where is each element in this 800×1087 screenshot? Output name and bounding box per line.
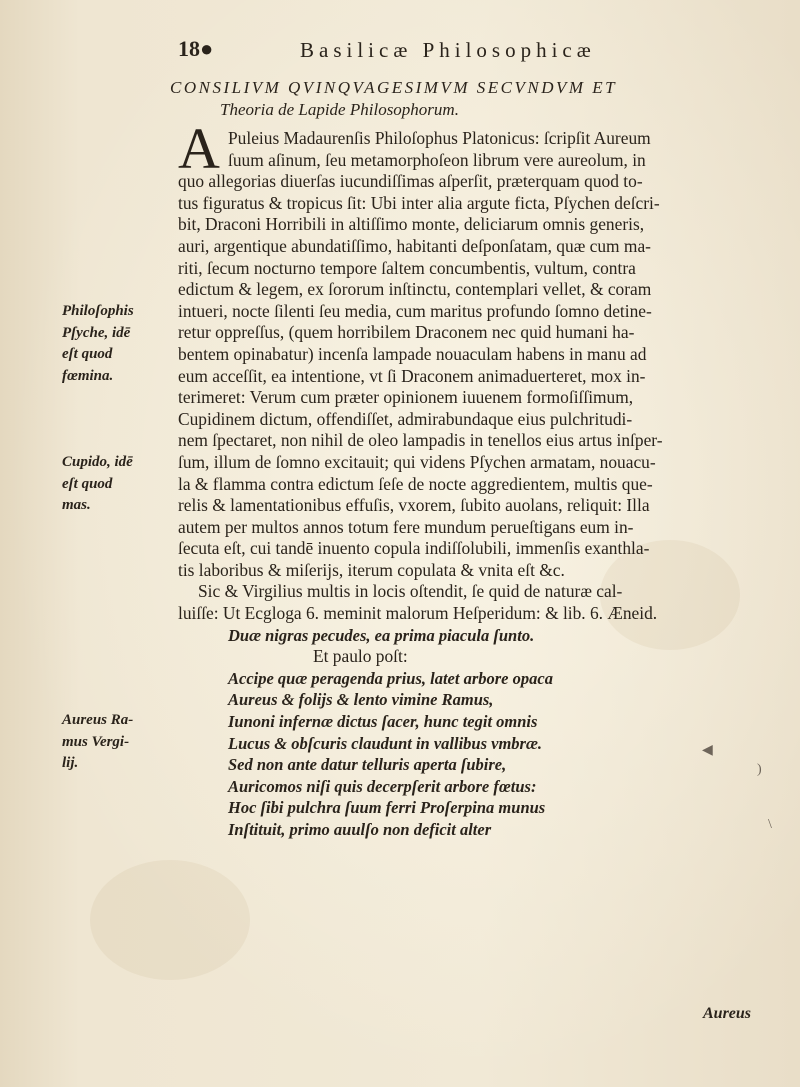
verse-line: Hoc ſibi pulchra ſuum ferri Proſerpina munus (228, 798, 546, 818)
catchword: Aureus (703, 1005, 752, 1022)
verse-line: Iunoni infernæ dictus ſacer, hunc tegit omnis (228, 712, 538, 732)
ink-mark-icon: ◀ (702, 743, 713, 758)
text-line: intueri, nocte ſilenti ſeu media, cum maritus profundo ſomno detine- (178, 300, 652, 321)
verse-line: Inſtituit, primo auulſo non deficit alter (228, 820, 492, 839)
margin-note-line: fœmina. (62, 367, 114, 384)
margin-note-line: mus Vergi- (62, 733, 130, 750)
text-line: auri, argentique abundatiſſimo, habitanti deſponſatam, quæ cum ma- (178, 235, 651, 256)
text-line: edictum & legem, ex ſororum inſtinctu, contemplari vellet, & coram (178, 279, 652, 300)
margin-note-psyche (62, 301, 134, 387)
verse-line: Sed non ante datur telluris aperta ſubire, (228, 755, 507, 775)
text-line: tus figuratus & tropicus ſit: Ubi inter alia argute ficta, Pſychen deſcri- (178, 192, 660, 213)
running-head: Basilicæ Philosophicæ (300, 38, 596, 62)
margin-note-line: Cupido, idē (62, 454, 133, 470)
page-header (140, 36, 740, 66)
drop-cap: A (178, 116, 220, 181)
verse-line: Auricomos niſi quis decerpſerit arbore fœtus: (228, 776, 537, 796)
verse-line: Duæ nigras pecudes, ea prima piacula ſunto. (228, 625, 535, 645)
text-line: ſuum aſinum, ſeu metamorphoſeon librum vere aureolum, in (228, 149, 646, 170)
text-line: quo allegorias diuerſas iucundiſſimas aſperſit, præterquam quod to- (178, 171, 643, 192)
text-line: riti, ſecum nocturno tempore ſaltem concumbentis, vultum, contra (178, 257, 636, 278)
text-line: Cupidinem dictum, offendiſſet, admirabundaque eius pulchritudi- (178, 408, 633, 429)
verse-line: Accipe quæ peragenda prius, latet arbore opaca (228, 668, 553, 688)
text-line: luiſſe: Ut Ecgloga 6. meminit malorum Heſperidum: & lib. 6. Æneid. (178, 603, 658, 624)
margin-note-line: Philoſophis (62, 303, 134, 319)
page-number: 18● (178, 36, 214, 61)
text-line: relis & lamentationibus effuſis, vxorem, ſubito auolans, reliquit: Illa (178, 495, 650, 516)
text-line: retur oppreſſus, (quem horribilem Draconem nec quid humani ha- (178, 322, 635, 343)
text-line: autem per multos annos totum fere mundum perueſtigans eum in- (178, 516, 634, 537)
body-text (178, 116, 758, 841)
verse-line: Aureus & folijs & lento vimine Ramus, (228, 690, 494, 710)
text-line: terimeret: Verum cum præter opinionem iuuenem formoſiſſimum, (178, 387, 634, 408)
text-line: Puleius Madaurenſis Philoſophus Platonicus: ſcripſit Aureum (228, 128, 651, 148)
margin-note-line: Pſyche, idē (62, 324, 131, 341)
margin-note-line: eſt quod (62, 346, 113, 363)
text-line: nem ſpectaret, non nihil de oleo lampadis in tenellos eius artus inſper- (178, 430, 663, 451)
text-line: Sic & Virgilius multis in locis oſtendit, ſe quid de naturæ cal- (198, 581, 623, 602)
text-line: bentem opinabatur) incenſa lampade nouaculam habens in manu ad (178, 343, 647, 364)
ink-mark-icon: ) (757, 762, 762, 777)
verse-line: Lucus & obſcuris claudunt in vallibus vmbræ. (228, 733, 543, 753)
text-line: Et paulo poſt: (313, 646, 408, 667)
text-line: la & flamma contra edictum ſeſe de nocte aggredientem, multis que- (178, 473, 653, 494)
margin-note-cupido (62, 452, 133, 517)
margin-note-aureus-ramus (62, 710, 133, 775)
margin-note-line: Aureus Ra- (62, 712, 134, 728)
margin-note-line: eſt quod (62, 475, 113, 492)
text-line: ſum, illum de ſomno excitauit; qui videns Pſychen armatam, nouacu- (178, 451, 656, 472)
text-line: eum acceſſit, ea intentione, vt ſi Draconem animaduerteret, mox in- (178, 365, 646, 386)
chapter-title-line2: Theoria de Lapide Philosophorum. (220, 100, 459, 119)
margin-note-line: lij. (62, 755, 79, 772)
chapter-title-line1: CONSILIVM QVINQVAGESIMVM SECVNDVM ET (170, 78, 618, 97)
margin-note-line: mas. (62, 497, 91, 514)
text-line: ſecuta eſt, cui tandē inuento copula indiſſolubili, immenſis exanthla- (178, 538, 650, 559)
text-line: tis laboribus & miſerijs, iterum copulata & vnita eſt &c. (178, 559, 565, 580)
text-line: bit, Draconi Horribili in altiſſimo monte, deliciarum omnis generis, (178, 214, 645, 235)
chapter-title (170, 78, 770, 120)
ink-mark-icon: \ (768, 817, 772, 832)
